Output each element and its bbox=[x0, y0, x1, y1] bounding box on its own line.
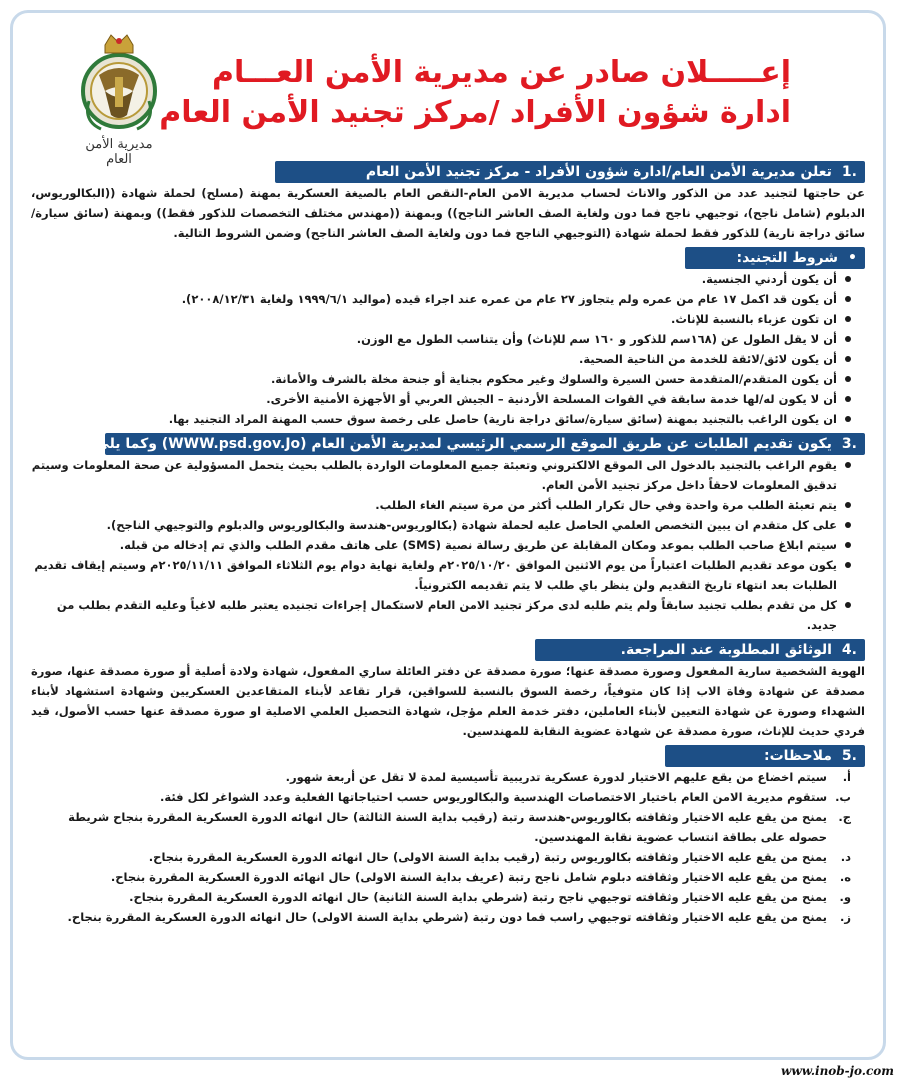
conditions-list bbox=[31, 269, 865, 429]
list-item bbox=[31, 887, 851, 907]
note-marker: ز. bbox=[840, 910, 851, 924]
list-item: يتم تعبئة الطلب مرة واحدة وفي حال تكرار الطلب أكثر من مرة سيتم الغاء الطلب. bbox=[31, 495, 851, 515]
announcement-body bbox=[31, 157, 865, 927]
section-1 bbox=[31, 161, 865, 243]
list-item bbox=[31, 787, 851, 807]
section-1-heading-text: تعلن مديرية الأمن العام/ادارة شؤون الأفراد - مركز تجنيد الأمن العام bbox=[365, 164, 832, 180]
note-text: يمنح من يقع عليه الاختيار وثقافته توجيهي راسب فما دون رتبة (شرطي بداية السنة الاولى) حال انهائه الدورة العسكرية المقررة بنجاح. bbox=[67, 910, 827, 924]
list-item: على كل متقدم ان يبين التخصص العلمي الحاصل عليه لحملة شهادة (بكالوريوس-هندسة والبكالوريوس والدبلوم والتوجيهي الناجح). bbox=[31, 515, 851, 535]
logo-caption: مديرية الأمن العام bbox=[85, 137, 153, 167]
section-3-heading-text: يكون تقديم الطلبات عن طريق الموقع الرسمي الرئيسي لمديرية الأمن العام (WWW.psd.gov.Jo) وكما يلي: bbox=[89, 436, 832, 452]
list-item: ان تكون عزباء بالنسبة للإناث. bbox=[31, 309, 851, 329]
section-5 bbox=[31, 745, 865, 927]
section-2-bullet: • bbox=[848, 250, 857, 266]
section-2-heading bbox=[685, 247, 865, 269]
announcement-card bbox=[10, 10, 886, 1060]
note-marker: و. bbox=[839, 890, 851, 904]
list-item: أن يكون أردني الجنسية. bbox=[31, 269, 851, 289]
note-marker: د. bbox=[840, 850, 851, 864]
title-line-2: ادارة شؤون الأفراد /مركز تجنيد الأمن العام bbox=[159, 95, 791, 130]
note-text: سيتم اخضاع من يقع عليهم الاختيار لدورة عسكرية تدريبية تأسيسية لمدة لا تقل عن أربعة شهور. bbox=[285, 770, 827, 784]
list-item bbox=[31, 807, 851, 847]
list-item: ان يكون الراغب بالتجنيد بمهنة (سائق سيارة/سائق دراجة نارية) حاصل على رخصة سوق حسب المهنة المراد التجنيد بها. bbox=[31, 409, 851, 429]
section-1-heading bbox=[275, 161, 865, 183]
list-item: سيتم ابلاغ صاحب الطلب بموعد ومكان المقابلة عن طريق رسالة نصية (SMS) على هاتف مقدم الطلب والذي تم إدخاله من قبله. bbox=[31, 535, 851, 555]
section-5-heading bbox=[665, 745, 865, 767]
list-item: كل من تقدم بطلب تجنيد سابقاً ولم يتم طلبه لدى مركز تجنيد الامن العام لاستكمال إجراءات تجنيده يعتبر طلبه لاغياً وعليه التقدم بطلب من جديد. bbox=[31, 595, 851, 635]
section-3 bbox=[31, 433, 865, 635]
note-text: يمنح من يقع عليه الاختيار وثقافته توجيهي ناجح رتبة (شرطي بداية السنة الثانية) حال انهائه الدورة العسكرية المقررة بنجاح. bbox=[129, 890, 827, 904]
note-marker: ج. bbox=[838, 810, 851, 824]
list-item: أن يكون قد اكمل ١٧ عام من عمره ولم يتجاوز ٢٧ عام من عمره عند اجراء قيده (مواليد ١٩٩٩/٦/١ ولغاية ٢٠٠٨/١٢/٣١). bbox=[31, 289, 851, 309]
list-item: يكون موعد تقديم الطلبات اعتباراً من يوم الاثنين الموافق ٢٠٢٥/١٠/٢٠م ولغاية نهاية دوام يوم الثلاثاء الموافق ٢٠٢٥/١١/١١م وسيتم إيقاف تقديم الطلبات بعد انتهاء تاريخ التقديم ولن ينظر باي طلب لا يتم تقديمه الكترونياً. bbox=[31, 555, 851, 595]
section-4 bbox=[31, 639, 865, 741]
list-item bbox=[31, 767, 851, 787]
note-text: يمنح من يقع عليه الاختيار وثقافته بكالوريوس رتبة (رقيب بداية السنة الاولى) حال انهائه الدورة العسكرية المقررة بنجاح. bbox=[148, 850, 827, 864]
section-4-body: الهوية الشخصية سارية المفعول وصورة مصدقة عنها؛ صورة مصدقة عن دفتر العائلة ساري المفعول، شهادة ولادة أصلية أو صورة مصدقة عنها، صورة مصدقة عن شهادة وفاة الاب إذا كان متوفياً، رخصة السوق بالنسبة للسواقين، قرار تقاعد لأبناء المتقاعدين العسكريين وشهادة استشهاد لأبناء الشهداء وصورة عن شهادة التعيين لأبناء العاملين، دفتر خدمة العلم مؤجل، شهادة التحصيل العلمي الاصلية او صورة مصدقة عنها حسب الأصول، قيد فردي حديث للإناث، صورة مصدقة عن شهادة عضوية النقابة للمهندسين. bbox=[31, 664, 865, 738]
note-marker: ب. bbox=[835, 790, 851, 804]
section-4-heading bbox=[535, 639, 865, 661]
section-1-number: .1 bbox=[841, 164, 857, 180]
section-4-number: .4 bbox=[841, 642, 857, 658]
title-line-1: إعـــــلان صادر عن مديرية الأمن العـــام bbox=[211, 55, 791, 90]
list-item: أن يكون لائق/لائقة للخدمة من الناحية الصحية. bbox=[31, 349, 851, 369]
note-text: ستقوم مديرية الامن العام باختيار الاختصاصات الهندسية والبكالوريوس حسب احتياجاتها الفعلية وعدد الشواغر لكل فئة. bbox=[160, 790, 827, 804]
list-item: أن لا يكون له/لها خدمة سابقة في القوات المسلحة الأردنية – الجيش العربي أو الأجهزة الأمنية الأخرى. bbox=[31, 389, 851, 409]
notes-list bbox=[31, 767, 865, 927]
list-item: أن لا يقل الطول عن (١٦٨سم للذكور و ١٦٠ سم للإناث) وأن يتناسب الطول مع الوزن. bbox=[31, 329, 851, 349]
section-3-heading bbox=[89, 433, 865, 455]
list-item bbox=[31, 867, 851, 887]
section-5-heading-text: ملاحظات: bbox=[763, 748, 832, 764]
note-text: يمنح من يقع عليه الاختيار وثقافته بكالوريوس-هندسة رتبة (رقيب بداية السنة الثالثة) حال انهائه الدورة العسكرية المقررة بنجاح شريطة حصوله على بطاقة انتساب عضوية نقابة المهندسين. bbox=[68, 810, 827, 844]
note-marker: أ. bbox=[842, 770, 851, 784]
section-2-heading-text: شروط التجنيد: bbox=[736, 250, 839, 266]
list-item: يقوم الراغب بالتجنيد بالدخول الى الموقع الالكتروني وتعبئة جميع المعلومات الواردة بالطلب بحيث يتحمل المسؤولية عن صحة المعلومات وسيتم تدقيق المعلومات لاحقاً داخل مركز تجنيد الأمن العام. bbox=[31, 455, 851, 495]
list-item bbox=[31, 907, 851, 927]
source-website-link[interactable]: www.inob-jo.com bbox=[781, 1064, 894, 1078]
section-4-heading-text: الوثائق المطلوبة عند المراجعة. bbox=[620, 642, 832, 658]
announcement-title bbox=[159, 53, 791, 133]
section-5-number: .5 bbox=[841, 748, 857, 764]
application-steps-list bbox=[31, 455, 865, 635]
list-item bbox=[31, 847, 851, 867]
section-1-body: عن حاجتها لتجنيد عدد من الذكور والاناث لحساب مديرية الامن العام-النقص العام بالصيغة العسكرية بمهنة (مسلح) لحملة شهادة ((البكالوريوس، الدبلوم (شامل ناجح)، توجيهي ناجح فما دون ولغاية الصف العاشر الناجح)) وبمهنة ((مهندس مختلف التخصصات للذكور فقط)) وبمهنة (سائق سيارة/سائق دراجة نارية) للذكور فقط لحملة شهادة (التوجيهي الناجح فما دون ولغاية الصف العاشر الناجح) وضمن الشروط التالية. bbox=[31, 186, 865, 240]
list-item: أن يكون المتقدم/المتقدمة حسن السيرة والسلوك وغير محكوم بجناية أو جنحة مخلة بالشرف والأمانة. bbox=[31, 369, 851, 389]
note-text: يمنح من يقع عليه الاختيار وثقافته دبلوم شامل ناجح رتبة (عريف بداية السنة الاولى) حال انهائه الدورة العسكرية المقررة بنجاح. bbox=[110, 870, 827, 884]
section-2 bbox=[31, 247, 865, 429]
note-marker: ه. bbox=[839, 870, 851, 884]
section-3-number: .3 bbox=[841, 436, 857, 452]
